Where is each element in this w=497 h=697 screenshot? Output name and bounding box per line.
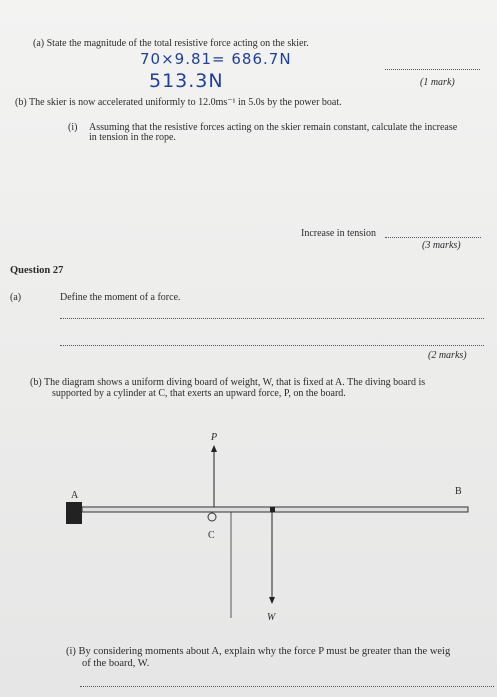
label-c: C [208, 530, 215, 541]
handwritten-working-line1: 70×9.81= 686.7N [140, 50, 292, 68]
label-p: P [211, 432, 218, 443]
q27-a-label: (a) [10, 292, 22, 303]
answer-line-q27bi [80, 686, 494, 687]
part-b-i-text-1: Assuming that the resistive forces acting on the skier remain constant, calculate the increase [89, 122, 458, 133]
cylinder-c [208, 513, 216, 521]
fixed-support-block [66, 502, 82, 524]
label-a: A [71, 490, 79, 501]
part-b-intro: (b) The skier is now accelerated uniformly to 12.0ms⁻¹ in 5.0s by the power boat. [15, 97, 342, 108]
increase-in-tension-label: Increase in tension [301, 228, 376, 239]
q27-a-text: Define the moment of a force. [60, 292, 181, 303]
q27-b-i-text-2: of the board, W. [82, 658, 150, 669]
part-b-i-label: (i) [68, 122, 78, 133]
q27-b-text-2: supported by a cylinder at C, that exerts an upward force, P, on the board. [52, 388, 346, 399]
label-w: W [267, 612, 276, 623]
question-27-heading: Question 27 [10, 265, 64, 276]
part-a-question: (a) State the magnitude of the total resistive force acting on the skier. [33, 38, 309, 49]
q27-b-text-1: (b) The diagram shows a uniform diving board of weight, W, that is fixed at A. The diving board is [30, 377, 426, 388]
q27-b-i-text-1: (i) By considering moments about A, explain why the force P must be greater than the weig [66, 646, 451, 657]
part-b-marks: (3 marks) [422, 240, 461, 251]
q27-a-marks: (2 marks) [428, 350, 467, 361]
label-b: B [455, 486, 462, 497]
part-b-i-text-2: in tension in the rope. [89, 132, 176, 143]
handwritten-answer: 513.3N [149, 70, 224, 92]
part-a-marks: (1 mark) [420, 77, 455, 88]
